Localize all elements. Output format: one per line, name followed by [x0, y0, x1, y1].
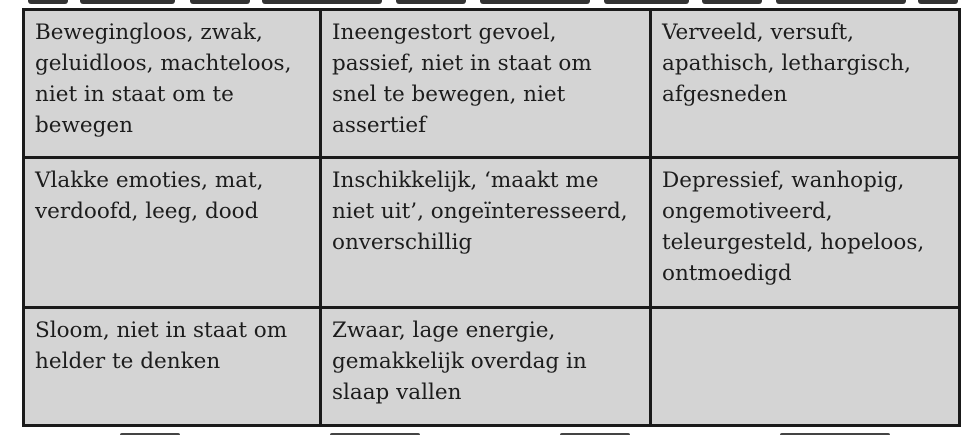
table-cell: Ineengestort gevoel, passief, niet in staat om snel te bewegen, niet assertief	[321, 10, 651, 158]
table-cell: Zwaar, lage energie, gemakkelijk overdag in slaap vallen	[321, 308, 651, 426]
table-cell	[651, 308, 960, 426]
cropped-text-line-bottom	[0, 431, 980, 435]
table-cell: Sloom, niet in staat om helder te denken	[24, 308, 321, 426]
cropped-text-line-top	[0, 0, 980, 6]
emotions-table	[22, 8, 961, 427]
table-row	[24, 158, 960, 308]
table-cell: Vlakke emoties, mat, verdoofd, leeg, dood	[24, 158, 321, 308]
table-cell: Depressief, wanhopig, ongemotiveerd, teleurgesteld, hopeloos, ontmoedigd	[651, 158, 960, 308]
table-cell: Inschikkelijk, ‘maakt me niet uit’, ongeïnteresseerd, onverschillig	[321, 158, 651, 308]
table-row	[24, 308, 960, 426]
table-cell: Verveeld, versuft, apathisch, lethargisch, afgesneden	[651, 10, 960, 158]
table-row	[24, 10, 960, 158]
table-cell: Bewegingloos, zwak, geluidloos, machteloos, niet in staat om te bewegen	[24, 10, 321, 158]
